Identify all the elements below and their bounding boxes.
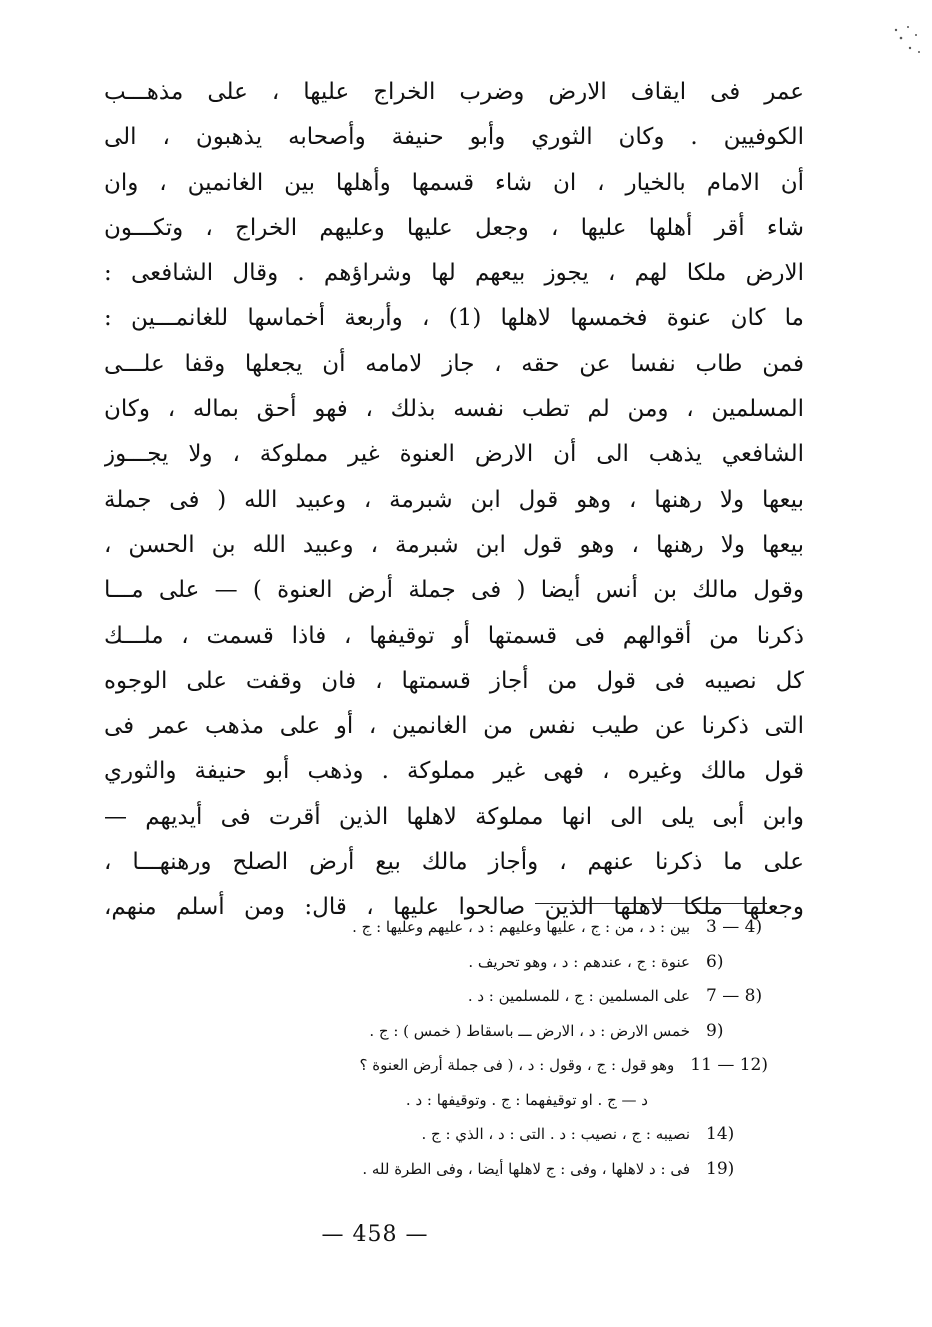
text-line: فمن طاب نفسا عن حقه ، جاز لامامه أن يجعلها وقفا علـــى (104, 350, 804, 377)
footnote-text: نصيبه : ج ، نصيب : د . التى : د ، الذي : ج . (421, 1125, 690, 1143)
footnote (150, 979, 768, 1014)
text-line: بيعها ولا رهنها ، وهو قول ابن شبرمة ، وعبيد الله ( فى جملة (104, 486, 804, 513)
footnote (150, 1014, 768, 1049)
text-line: وابن أبى يلى الى انها مملوكة لاهلها الذين أقرت فى أيديهم — (104, 803, 804, 830)
footnote-text: د — ج . او توقيفهما : ج . وتوقيفها : د . (405, 1090, 648, 1109)
footnotes (150, 910, 768, 1186)
footnote-number: 3 — 4) (706, 917, 763, 937)
text-line: بيعها ولا رهنها ، وهو قول ابن شبرمة ، وعبيد الله بن الحسن ، (104, 531, 804, 558)
footnote-text: على المسلمين : ج ، للمسلمين : د . (467, 987, 690, 1005)
footnote-text: عنوة : ج ، عندهم : د ، وهو تحريف . (468, 952, 690, 971)
text-line: على ما ذكرنا عنهم ، وأجاز مالك بيع أرض الصلح ورهنهـــا ، (104, 849, 804, 876)
footnote-text: فى : د لاهلها ، وفى : ج لاهلها أيضا ، وفى الطرة لله . (362, 1159, 690, 1178)
footnote-separator (535, 903, 767, 904)
text-line: ذكرنا من أقوالهم فى قسمتها أو توقيفها ، فاذا قسمت ، ملـــك (104, 622, 804, 649)
main-text (104, 70, 804, 931)
text-line: المسلمين ، ومن لم تطب نفسه بذلك ، فهو أحق بماله ، وكان (104, 396, 804, 423)
footnote-text: وهو قول : ج ، وقول : د ، ( فى جملة أرض العنوة ؟ (359, 1056, 675, 1074)
footnote (150, 1152, 768, 1187)
text-line: أن الامام بالخيار ، ان شاء قسمها وأهلها بين الغانمين ، وان (104, 169, 804, 196)
text-line: وجعلها ملكا لاهلها الذين صالحوا عليها ، قال: ومن أسلم منهم، (104, 894, 804, 921)
footnote (150, 1117, 768, 1152)
footnote-number: 14) (706, 1124, 735, 1144)
footnote (150, 1048, 768, 1083)
footnote (150, 910, 768, 945)
text-line: الكوفيين . وكان الثوري وأبو حنيفة وأصحابه يذهبون ، الى (104, 124, 804, 151)
footnote-number: 9) (706, 1020, 724, 1041)
text-line: ما كان عنوة فخمسها لاهلها (1) ، وأربعة أخماسها للغانمـــين : (104, 305, 804, 332)
footnote-text: خمس الارض : د ، الارض ـــ باسقاط ( خمس ) : ج . (369, 1021, 690, 1040)
footnote-number: 19) (706, 1158, 735, 1179)
footnote-continuation (150, 1083, 768, 1118)
text-line: الارض ملكا لهم ، يجوز بيعهم لها وشراؤهم . وقال الشافعى : (104, 260, 804, 287)
text-line: كل نصيبه فى قول من أجاز قسمتها ، فان وقفت على الوجوه (104, 667, 804, 694)
text-line: شاء أقر أهلها عليها ، وجعل عليها وعليهم الخراج ، وتكـــون (104, 214, 804, 241)
footnote-number: 7 — 8) (706, 986, 763, 1006)
text-line: وقول مالك بن أنس أيضا ( فى جملة أرض العنوة ) — على مـــا (104, 577, 804, 604)
text-line: التى ذكرنا عن طيب نفس من الغانمين ، أو على مذهب عمر فى (104, 713, 804, 740)
footnote-text: بين : د ، من : ج ، عليها وعليهم : د ، عليهم وعليها : ج . (352, 918, 690, 936)
footnote (150, 945, 768, 980)
page-number: — 458 — (321, 1222, 429, 1247)
footnote-number: 6) (706, 951, 724, 972)
scan-specks (892, 22, 922, 56)
text-line: الشافعي يذهب الى أن الارض العنوة غير مملوكة ، ولا يجـــوز (104, 441, 804, 468)
text-line: قول مالك وغيره ، فهى غير مملوكة . وذهب أبو حنيفة والثوري (104, 758, 804, 785)
footnote-number: 11 — 12) (690, 1055, 768, 1075)
text-line: عمر فى ايقاف الارض وضرب الخراج عليها ، على مذهـــب (104, 79, 804, 105)
